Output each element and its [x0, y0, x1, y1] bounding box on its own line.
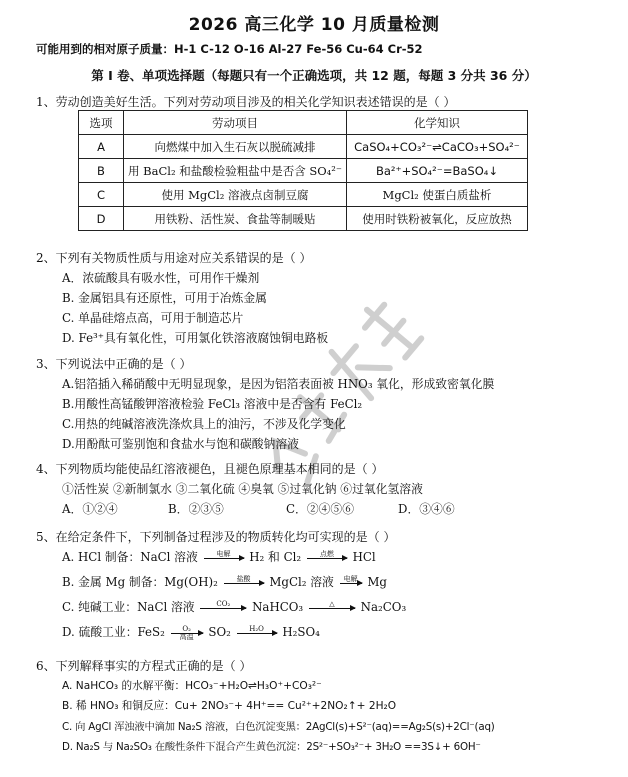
option-a-mid: H₂ 和 Cl₂ — [249, 550, 302, 564]
option-d: D.用酚酞可鉴别饱和食盐水与饱和碳酸钠溶液 — [62, 437, 299, 451]
atomic-masses: 可能用到的相对原子质量：H-1 C-12 O-16 Al-27 Fe-56 Cu-64 Cr-52 — [36, 42, 423, 56]
option-a-start: A. HCl 制备：NaCl 溶液 — [62, 550, 198, 564]
table-cell: MgCl₂ 使蛋白质盐析 — [347, 183, 528, 207]
option-d-start: D. 硫酸工业：FeS₂ — [62, 625, 165, 639]
option-a: A.铝箔插入稀硝酸中无明显现象，是因为铝箔表面被 HNO₃ 氧化，形成致密氧化膜 — [62, 377, 495, 391]
option-c-end: Na₂CO₃ — [360, 600, 407, 614]
table-cell: 使用 MgCl₂ 溶液点卤制豆腐 — [124, 183, 347, 207]
question-1-table — [78, 110, 528, 231]
option-c: C. 向 AgCl 浑浊液中滴加 Na₂S 溶液，白色沉淀变黑：2AgCl(s)+S²⁻(aq)==Ag₂S(s)+2Cl⁻(aq) — [62, 721, 495, 733]
reaction-arrow — [171, 626, 203, 641]
arrow-label: CO₂ — [216, 599, 231, 608]
option-d-mid: SO₂ — [208, 625, 231, 639]
option-c: C．②④⑤⑥ — [286, 502, 355, 516]
table-cell: Ba²⁺+SO₄²⁻=BaSO₄↓ — [347, 159, 528, 183]
table-row — [79, 159, 528, 183]
option-c: C.用热的纯碱溶液洗涤炊具上的油污，不涉及化学变化 — [62, 417, 346, 431]
arrow-label: O₂ — [182, 624, 191, 633]
option-b: B.用酸性高锰酸钾溶液检验 FeCl₃ 溶液中是否含有 FeCl₂ — [62, 397, 363, 411]
option-d: D．③④⑥ — [398, 502, 455, 516]
option-b-mid: MgCl₂ 溶液 — [269, 575, 334, 589]
option-d — [62, 623, 320, 641]
arrow-label: H₂O — [249, 624, 264, 633]
table-cell: 使用时铁粉被氧化，反应放热 — [347, 207, 528, 231]
option-b — [62, 573, 387, 591]
table-cell: C — [79, 183, 124, 207]
arrow-label: △ — [329, 599, 335, 608]
table-row — [79, 183, 528, 207]
option-c-start: C. 纯碱工业：NaCl 溶液 — [62, 600, 195, 614]
option-c — [62, 598, 406, 616]
table-cell: B — [79, 159, 124, 183]
option-b-end: Mg — [367, 575, 387, 589]
table-header: 选项 — [79, 111, 124, 135]
option-a: A. NaHCO₃ 的水解平衡：HCO₃⁻+H₂O⇌H₃O⁺+CO₃²⁻ — [62, 680, 322, 692]
table-row — [79, 207, 528, 231]
arrow-label: 电解 — [216, 549, 231, 558]
exam-title: 2026 高三化学 10 月质量检测 — [188, 15, 440, 35]
question-3-stem: 3、下列说法中正确的是（ ） — [36, 357, 192, 371]
option-b: B．②③⑤ — [168, 502, 224, 516]
option-a: A．浓硫酸具有吸水性，可用作干燥剂 — [62, 271, 260, 285]
arrow-label: 盐酸 — [236, 574, 251, 583]
option-c-mid: NaHCO₃ — [252, 600, 304, 614]
option-a — [62, 548, 376, 566]
table-cell: 向燃煤中加入生石灰以脱硫减排 — [124, 135, 347, 159]
reaction-arrow — [204, 551, 244, 566]
reaction-arrow — [224, 576, 264, 591]
option-b: B. 金属铝具有还原性，可用于冶炼金属 — [62, 291, 267, 305]
question-6-stem: 6、下列解释事实的方程式正确的是（ ） — [36, 659, 252, 673]
reaction-arrow — [307, 551, 347, 566]
option-a: A．①②④ — [62, 502, 118, 516]
question-5-stem: 5、在给定条件下，下列制备过程涉及的物质转化均可实现的是（ ） — [36, 530, 396, 544]
table-header: 化学知识 — [347, 111, 528, 135]
arrow-sublabel: 高温 — [179, 632, 194, 641]
option-d: D. Na₂S 与 Na₂SO₃ 在酸性条件下混合产生黄色沉淀：2S²⁻+SO₃²⁻+ 3H₂O ==3S↓+ 6OH⁻ — [62, 741, 481, 753]
reaction-arrow — [200, 601, 246, 616]
table-cell: 用铁粉、活性炭、食盐等制暖贴 — [124, 207, 347, 231]
question-4-stem: 4、下列物质均能使品红溶液褪色，且褪色原理基本相同的是（ ） — [36, 462, 384, 476]
option-b-start: B. 金属 Mg 制备：Mg(OH)₂ — [62, 575, 218, 589]
option-d: D. Fe³⁺具有氧化性，可用氯化铁溶液腐蚀铜电路板 — [62, 331, 329, 345]
table-cell: A — [79, 135, 124, 159]
option-a-end: HCl — [352, 550, 376, 564]
arrow-label: 电解 — [343, 574, 358, 583]
option-b: B. 稀 HNO₃ 和铜反应：Cu+ 2NO₃⁻+ 4H⁺== Cu²⁺+2NO₂↑+ 2H₂O — [62, 700, 397, 712]
table-cell: D — [79, 207, 124, 231]
table-row — [79, 135, 528, 159]
section-heading: 第 I 卷、单项选择题（每题只有一个正确选项，共 12 题，每题 3 分共 36 分） — [91, 68, 537, 83]
table-header-row — [79, 111, 528, 135]
question-4-items: ①活性炭 ②新制氯水 ③二氧化硫 ④臭氧 ⑤过氧化钠 ⑥过氧化氢溶液 — [62, 482, 423, 496]
option-d-end: H₂SO₄ — [282, 625, 320, 639]
reaction-arrow — [309, 601, 355, 616]
table-cell: 用 BaCl₂ 和盐酸检验粗盐中是否含 SO₄²⁻ — [124, 159, 347, 183]
table-cell: CaSO₄+CO₃²⁻⇌CaCO₃+SO₄²⁻ — [347, 135, 528, 159]
question-2-stem: 2、下列有关物质性质与用途对应关系错误的是（ ） — [36, 251, 312, 265]
arrow-label: 点燃 — [319, 549, 334, 558]
question-1-stem: 1、劳动创造美好生活。下列对劳动项目涉及的相关化学知识表述错误的是（ ） — [36, 95, 456, 109]
table-header: 劳动项目 — [124, 111, 347, 135]
option-c: C. 单晶硅熔点高，可用于制造芯片 — [62, 311, 244, 325]
reaction-arrow — [237, 626, 277, 641]
reaction-arrow — [340, 576, 362, 591]
